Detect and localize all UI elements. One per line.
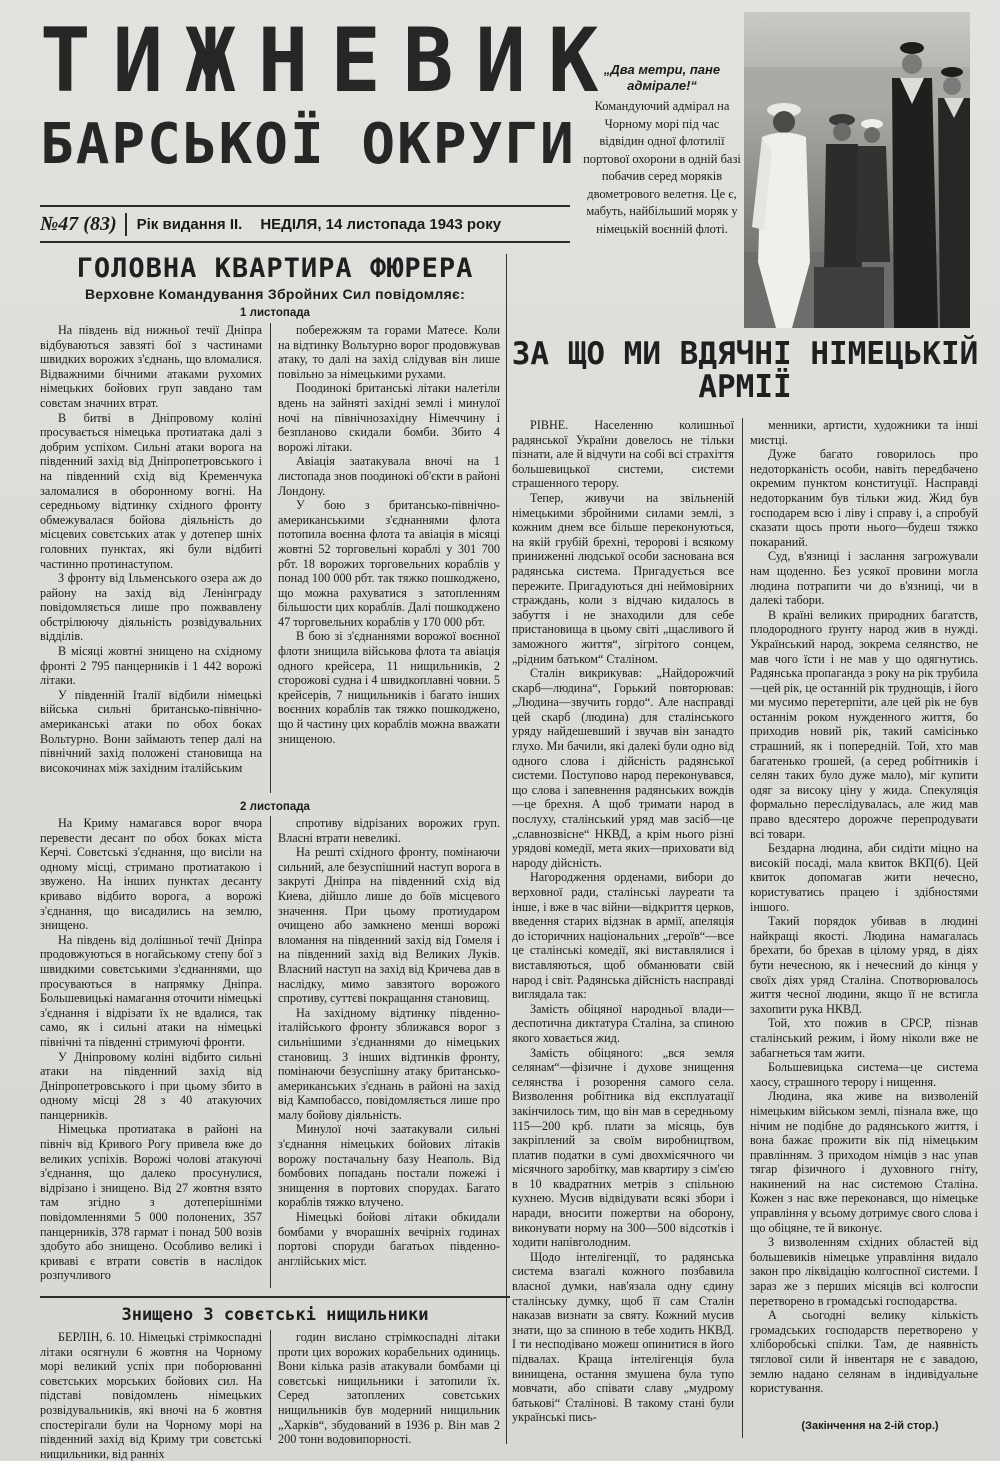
paragraph: Дуже багато говорилось про недоторканість особи, навіть передбачено окремим пунктом конституції. Насправді недоторканим був тільки жид. Жид був господарем всю і ліву і справу і, а спробуй сказати щось проти нього—будеш тяжко покараний. (750, 447, 978, 549)
paragraph: На решті східного фронту, помінаючи сильний, але безуспішний наступ ворога в закруті Дніпра на південний схід від Киева, дійшло лише до боїв місцевого значення. При цьому протиударом очищено або замкнено менші ворожі вломання на південний захід від Гомеля і на південний захід від Великих Луків. Власний наступ на захід від Кричева дав в наслідку, мимо завзятого ворожого спротиву, суттєві покращання становищ. (278, 845, 500, 1006)
paragraph: Такий порядок убивав в людині найкращі якості. Людина намагалась брехати, бо брехав в цілому уряд, в діях бути нечесною, як і нечесний до кінця у своїх діях уряд Сталіна. Спотворювалось життя чесної людини, якщо її не встигла захопити рука НКВД. (750, 914, 978, 1016)
page-divider (506, 254, 507, 1444)
hq-column-1a (40, 323, 262, 791)
paragraph: На західному відтинку південно-італійського фронту зближався ворог з сильнішими з'єднаннями до німецьких становищ. З інших відтинків фронту, помінаючи безуспішну атаку британсько-американських з'єднань в районі на захід від Кампобассо, повідомляється лише про малу бойову діяльність. (278, 1005, 500, 1122)
photo-admiral-sailors-icon (744, 12, 970, 328)
paragraph: Нагородження орденами, вибори до верховної ради, сталінські лауреати та інше, і вже в час війни—відкриття церков, введення старих відзнак в армії, апеляція до історичних національних „героїв“—все це сталінські комедії, які виставлялися і виставляються, щоб обманювати свій народ і світ. Радянська дійсність насправді виглядала так: (512, 870, 734, 1002)
caption-text: Командуючий адмірал на Чорному морі під час відвідин одної флотилії портової охорони в одній базі побачив серед моряків двометрового велетня. Це є, мабуть, найбільший моряк у німецькій воєнній флоті. (583, 99, 741, 236)
paragraph: Поодинокі британські літаки налетіли вдень на зайняті західні землі і минулої ночі на північнозахідну Німеччину і безпланово скидали бомби. Збито 4 ворожі літаки. (278, 381, 500, 454)
paragraph: У бою з британсько-північно-американськими з'єднаннями флота потопила воєнна флота та авіація в місяці жовтні 52 торговельні кораблі у 301 700 рбт. 18 ворожих торговельних кораблів у понад 100 000 рбт. так тяжко пошкоджено, що можна рахуватися з затопленням більшости цих кораблів. Далі пошкоджено 47 торговельних кораблів у 170 000 рбт. (278, 498, 500, 629)
paragraph: На Криму намагався ворог вчора перевести десант по обох боках міста Керчі. Совєтські з'єднання, що висіли на одному місці, стримано протиатакою і звужено. На інших пунктах десанту криваво відбито ворога, а ворожі з'єднання, що висадились на землю, знищено. (40, 816, 262, 933)
paragraph: Суд, в'язниці і заслання загрожували нам щоденно. Без усякої провини могла людина потрапити чи до в'язниці, чи в далекі табори. (750, 549, 978, 608)
column-divider (270, 323, 271, 793)
paragraph: РІВНЕ. Населенню колишньої радянської України довелось не тільки пізнати, але й відчути на собі всі страхіття большевицької системи, системи страшенного терору. (512, 418, 734, 491)
armii-column-1 (512, 418, 734, 1438)
paragraph: Бездарна людина, аби сидіти міцно на високій посаді, мала квиток ВКП(б). Цей квиток допомагав жити нечесно, користуватись працею і здібностями іншого. (750, 841, 978, 914)
column-divider (270, 1330, 271, 1440)
destroyers-column-2 (278, 1330, 500, 1447)
paragraph: Той, хто пожив в СРСР, пізнав сталінський режим, і йому ніколи вже не забагнеться там жити. (750, 1016, 978, 1060)
paragraph: Замість обіцяної народньої влади—деспотична диктатура Сталіна, за спиною якого ховається жид. (512, 1001, 734, 1045)
paragraph: побережжям та горами Матесе. Коли на відтинку Вольтурно ворог продовжував атаку, то далі на захід слідував він лише повільно за німецькими рухами. (278, 323, 500, 381)
paragraph: В місяці жовтні знищено на східному фронті 2 795 панцерників і 1 442 ворожі літаки. (40, 644, 262, 688)
paragraph: На південь від нижньої течії Дніпра відбуваються завзяті бої з частинами швидких ворожих з'єднань, що вломалися. Відважними бічними атаками рухомих німецьких бойових груп завдано там совєтам значних втрат. (40, 323, 262, 410)
photo-caption (582, 62, 742, 238)
hq-column-1b (40, 816, 262, 1288)
paragraph: В країні великих природних багатств, плодородного ґрунту народ жив в нужді. Український народ, зокрема селянство, не мав чого їсти і не мав у що одягнутись. Радянська пропаганда з року на рік трубила—цей рік, це останній рік труднощів, і його ми мусимо перетерпіти, але цей рік не був останнім роком нужденного життя, бо приходив новий рік, такий самісінько страшний, як і попередній. Той, хто мав багатенько грошей, (а серед робітників і селян таких було дуже мало), міг купити одяг за високу ціну у жида. Спекуляція формально переслідувалась, але жид мав право вдесятеро дорожче перепродувати всі товари. (750, 607, 978, 841)
masthead-subtitle: БАРСЬКОЇ ОКРУГИ (40, 112, 576, 177)
paragraph: А сьогодні велику кількість громадських господарств перетворено у хліборобські спілки. Там, де наявність тяглової сили й інвентаря не є завадою, землю надано селянам в індивідуальне користування. (750, 1308, 978, 1396)
issue-line (40, 205, 570, 243)
hq-subheadline: Верховне Командування Збройних Сил повідомляє: (84, 286, 466, 302)
paragraph: У Дніпровому коліні відбито сильні атаки на південний захід від Дніпропетровського і при цьому збито в одному місці 28 з 40 атакуючих панцерників. (40, 1049, 262, 1122)
destroyers-headline: Знищено 3 совєтські нищильники (121, 1305, 429, 1325)
paragraph: Тепер, живучи на звільненій німецькими збройними силами землі, з кожним днем все більше переконуються, на якій грубій брехні, теророві і всякому приниженні людської особи заснована вся радянська система. Пригадується все пережите. Пригадуються дні неймовірних страждань, коли з відчаю кидалось в забуття і не знаходили для себе пристановища в цьому світі „щасливого й заможного життя“, зігрітого сонцем, „рідним батьком“ Сталіном. (512, 490, 734, 666)
paragraph: Минулої ночі заатакували сильні з'єднання німецьких бойових літаків ворожу постачальну базу Неаполь. Від бомбових попадань постали пожежі і знищення в портових спорудах. Багато кораблів тяжко влучено. (278, 1122, 500, 1210)
destroyers-column-1 (40, 1330, 262, 1461)
column-divider (742, 418, 743, 1438)
paragraph: Замість обіцяного: „вся земля селянам“—фізичне і духове знищення селянства і розорення самого села. Визволення робітника від експлуатації закінчилось тим, що він мав в середньому 115—200 крб. плати за місяць, був закріплений за своїм виробництвом, платив податки в сумі двохмісячного чи місячного заробітку, мав квартиру з сім'єю в 10 квадратних метрів з спільною кухнею. Мусив відвідувати всякі збори і наради, вносити пожертви на оборону, виконувати норму на 300—500 відсотків і ходити напівголодним. (512, 1045, 734, 1250)
paragraph: менники, артисти, художники та інші мистці. (750, 418, 978, 447)
paragraph: Людина, яка живе на визволеній німецьким військом землі, пізнала вже, що нічим не подібне до радянського життя, і вона бажає прожити вік під німецьким правлінням. З приходом німців з нас упав тягар фізичного і духовного гніту, накинений на нас системою Сталіна. Кожен з нас вже переконався, що німецьке управління у всьому дотримує свого слова і що обіцяне, те й виконує. (750, 1089, 978, 1235)
paragraph: Щодо інтелігенції, то радянська система взагалі кожного позбавила власної думки, нав'язала одну єдину сталінську думку, щоб її сам Сталін наказав визнати за святу. Кожний мусив знати, що за спиною в тебе ходить НКВД. І ти несподівано можеш опинитися в його підвалах. Краща інтелігенція була винищена, остання змушена була тупо мовчати, або співати славу „мудрому батькові“ Сталінові. В такому стані були українські пись- (512, 1249, 734, 1425)
date-label-2: 2 листопада (240, 801, 310, 813)
year-label: Рік видання ІІ. (136, 215, 243, 233)
section-rule (40, 1296, 510, 1298)
column-divider (270, 816, 271, 1288)
paragraph: Сталін викрикував: „Найдорожчий скарб—людина“, Горький повторював: „Людина—звучить гордо“. Але насправді цей скарб (людина) для сталінського уряду найдешевший і звучав він занадто глухо. Ми бачили, які далекі були одно від одного слова і дійсність радянської системи. Поступово народ переконувався, що слова і запевнення радянських вождів—це брехня. А щоб тримати народ в послуху, сталінський уряд мав засіб—це „славнозвісне“ НКВД, а крім нього різні урядові комедії, мета яких—приховати від народу дійсність. (512, 666, 734, 870)
paragraph: Німецька протиатака в районі на північ від Кривого Рогу привела вже до великих успіхів. Ворожі чолові атакуючі з'єднання, що далеко просунулися, відрізано і знищено. Від 27 жовтня взято там згідно з дотеперішніми повідомленнями 5 000 полонених, 357 панцерників, 378 гармат і понад 500 возів здобуто або знищено. Особливо великі і криваві є втрати совєтів в наслідок розпучливого (40, 1122, 262, 1283)
paragraph: З визволенням східних областей від большевиків німецьке управління видало закон про ліквідацію колгоспної системи. І зараз же з перших місяців всі колгоспи перетворено в громадські господарства. (750, 1235, 978, 1308)
date-line: НЕДІЛЯ, 14 листопада 1943 року (260, 215, 502, 233)
paragraph: У південній Італії відбили німецькі війська сильні британсько-північно-американські атаки по обох боках Вольтурно. Вони займають тепер далі на північний захід положені становища на високочинах між західним італійським (40, 687, 262, 775)
issue-number: №47 (83) (40, 213, 127, 236)
hq-column-2a (278, 323, 500, 791)
continuation-note: (Закінчення на 2-ій стор.) (801, 1420, 939, 1432)
masthead-title: ТИЖНЕВИК (40, 8, 621, 112)
paragraph: На південь від долішньої течії Дніпра продовжуються в ногайському степу бої з швидкими совєтськими з'єднаннями, що просуваються в напрямку Дніпра. Большевицькі намагання оточити німецькі з'єднання і відрізати їх не вдалися, так само, як і сильні атаки на німецькі північні та південні стримуючі фронти. (40, 932, 262, 1049)
paragraph: З фронту від Ільменського озера аж до району на захід від Ленінграду повідомляється лише про пожвавлену обстрілюючу діяльність розвідувальних відділів. (40, 571, 262, 644)
hq-column-2b (278, 816, 500, 1288)
paragraph: спротиву відрізаних ворожих груп. Власні втрати невеликі. (278, 816, 500, 845)
paragraph: Німецькі бойові літаки обкидали бомбами у вчорашніх вечірніх годинах портові споруди багатьох південно-англійських міст. (278, 1210, 500, 1268)
hq-headline: ГОЛОВНА КВАРТИРА ФЮРЕРА (76, 253, 474, 284)
paragraph: Авіація заатакувала вночі на 1 листопада знов поодинокі об'єкти в районі Лондону. (278, 454, 500, 498)
armii-column-2 (750, 418, 978, 1418)
date-label-1: 1 листопада (240, 307, 310, 319)
paragraph: годин вислано стрімкоспадні літаки проти цих ворожих корабельних одиниць. Вони кілька разів атакували бомбами ці совєтські нищильники і затопили їх. Серед затоплених совєтських нищильників був модерний нищильник „Харків“, збудований в 1936 р. Він мав 2 200 тонн водовипорності. (278, 1330, 500, 1447)
paragraph: Большевицька система—це система хаосу, страшного терору і нищення. (750, 1060, 978, 1089)
paragraph: В бою зі з'єднаннями ворожої воєнної флоти знищила військова флота та авіація одного крейсера, 11 нищильників, 2 сторожові судна і 4 швидкоплавні човни. 5 крейсерів, 7 нищильників і багато інших воєнних кораблів так тяжко пошкоджено, що й частину цих кораблів можна вважати знищеною. (278, 629, 500, 746)
caption-title: „Два метри, пане адмірале!“ (603, 62, 721, 93)
paragraph: В битві в Дніпровому коліні просувається німецька протиатака далі з добрим успіхом. Сильні атаки ворога на південний захід від Дніпропетровського і на південний схід від Кременчука заломалися в оборонному вогні. На середньому відтинку східного фронту обмежувалася бойова діяльність до місцевих совєтських атак у дотепер шніх головних пунктах, які були відбиті частинно протинаступом. (40, 410, 262, 571)
paragraph: БЕРЛІН, 6. 10. Німецькі стрімкоспадні літаки осягнули 6 жовтня на Чорному морі великий успіх при поборюванні совєтських морських бойових сил. На підставі повідомлень німецьких розвідувальників, які вночі на 6 жовтня спостерігали були на Чорному морі на південний захід від Криму три совєтські нищильники, від ранніх (40, 1330, 262, 1461)
armii-headline: ЗА ЩО МИ ВДЯЧНІ НІМЕЦЬКІЙ АРМІЇ (511, 336, 979, 405)
